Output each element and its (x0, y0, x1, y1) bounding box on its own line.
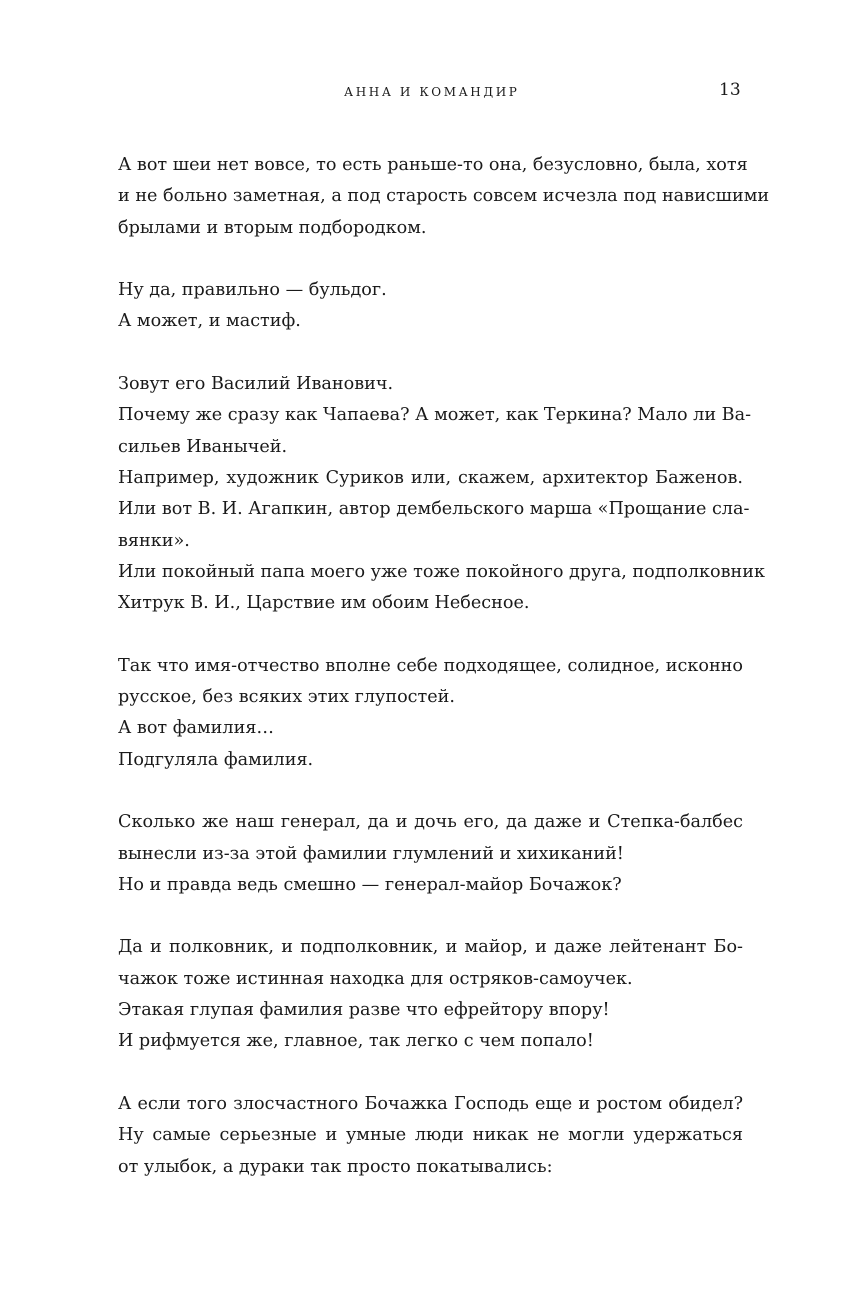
text-line: Сколько же наш генерал, да и дочь его, да даже и Степка-балбес (118, 812, 743, 833)
text-line: И рифмуется же, главное, так легко с чем попало! (118, 1031, 594, 1052)
text-line: А вот фамилия… (118, 718, 275, 739)
text-line: Зовут его Василий Иванович. (118, 374, 394, 395)
text-line: русское, без всяких этих глупостей. (118, 687, 456, 708)
text-line: А вот шеи нет вовсе, то есть раньше-то она, безусловно, была, хотя (118, 155, 748, 175)
paragraph-gap (118, 619, 743, 650)
paragraph-gap (118, 244, 743, 275)
paragraph (118, 1089, 743, 1183)
text-line: Да и полковник, и подполковник, и майор, и даже лейтенант Бо- (118, 937, 743, 958)
text-line: Или вот В. И. Агапкин, автор дембельского марша «Прощание сла- (118, 499, 750, 520)
paragraph (118, 275, 743, 338)
paragraph-gap (118, 901, 743, 932)
running-head (0, 80, 856, 104)
text-line: сильев Иванычей. (118, 436, 288, 457)
paragraph (118, 369, 765, 619)
paragraph (118, 932, 743, 1057)
text-line: и не больно заметная, а под старость совсем исчезла под нависшими (118, 186, 770, 207)
text-line: Ну самые серьезные и умные люди никак не могли удержаться (118, 1125, 743, 1146)
text-line: Так что имя-отчество вполне себе подходящее, солидное, исконно (118, 655, 743, 676)
text-line: Например, художник Суриков или, скажем, архитектор Баженов. (118, 467, 743, 488)
text-line: Ну да, правильно — бульдог. (118, 280, 387, 301)
text-line: Этакая глупая фамилия разве что ефрейтору впору! (118, 1000, 610, 1021)
page-number: 13 (719, 80, 741, 100)
text-line: А если того злосчастного Бочажка Господь еще и ростом обидел? (118, 1093, 743, 1114)
text-line: Подгуляла фамилия. (118, 749, 314, 770)
paragraph (118, 807, 743, 901)
text-line: брылами и вторым подбородком. (118, 217, 427, 238)
paragraph (118, 150, 770, 244)
text-line: Но и правда ведь смешно — генерал-майор Бочажок? (118, 874, 622, 895)
text-line: вянки». (118, 530, 190, 551)
paragraph-gap (118, 776, 743, 807)
paragraph-gap (118, 338, 743, 369)
paragraph (118, 651, 743, 776)
text-line: А может, и мастиф. (118, 311, 301, 332)
text-line: Хитрук В. И., Царствие им обоим Небесное. (118, 593, 530, 614)
text-line: Или покойный папа моего уже тоже покойного друга, подполковник (118, 561, 765, 582)
paragraph-gap (118, 1058, 743, 1089)
text-line: чажок тоже истинная находка для остряков-самоучек. (118, 968, 633, 989)
text-line: вынесли из-за этой фамилии глумлений и хихиканий! (118, 843, 624, 864)
body-text (118, 150, 770, 1183)
running-title: АННА И КОМАНДИР (344, 85, 520, 99)
text-line: Почему же сразу как Чапаева? А может, как Теркина? Мало ли Ва- (118, 405, 752, 426)
text-line: от улыбок, а дураки так просто покатывались: (118, 1156, 553, 1177)
